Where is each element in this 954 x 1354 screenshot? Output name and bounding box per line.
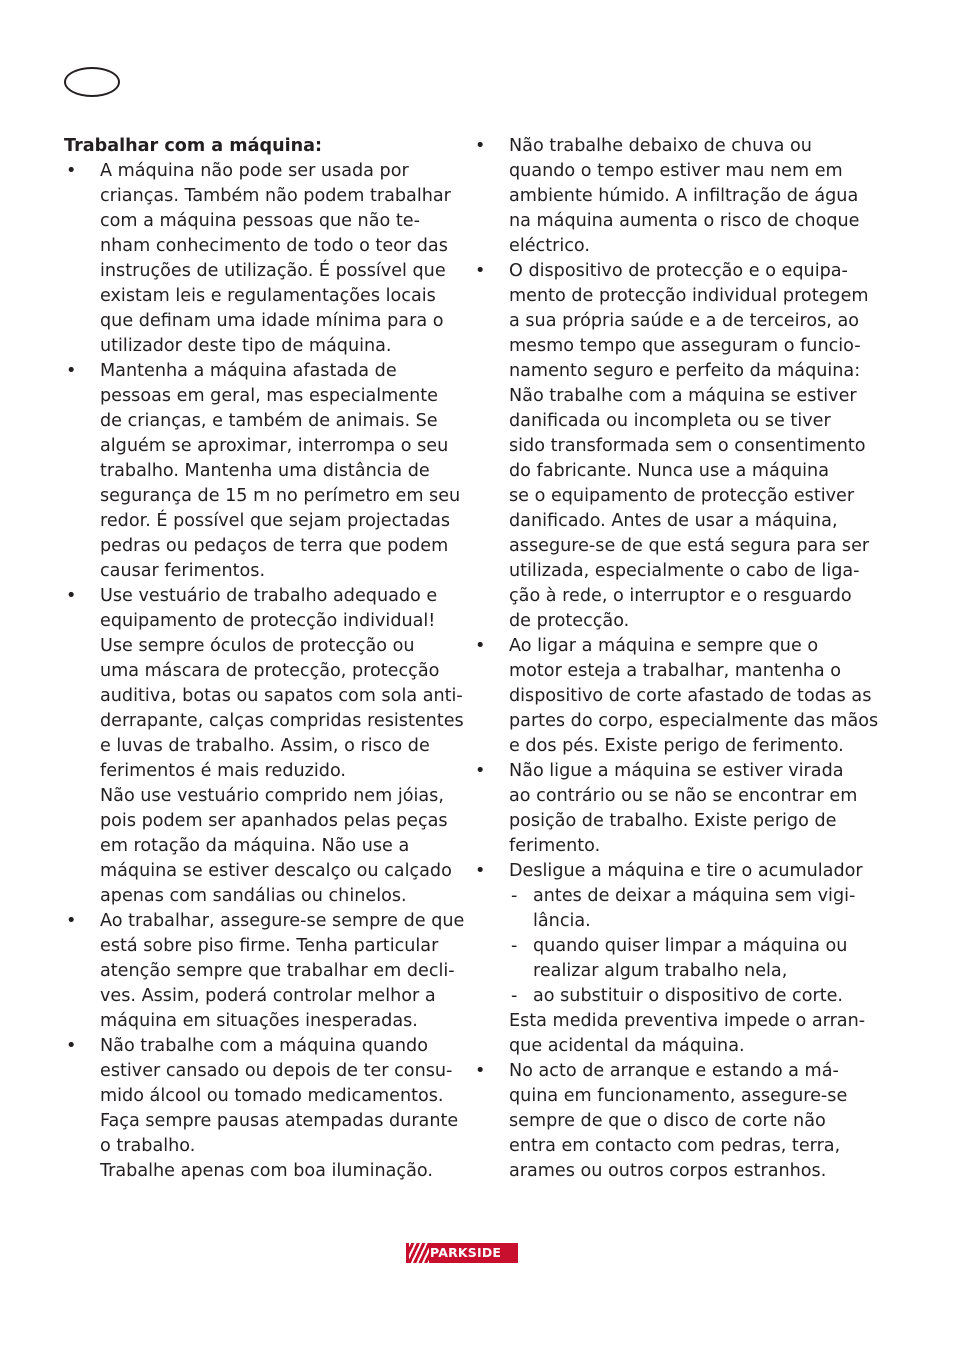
text-line: arames ou outros corpos estranhos. [509, 1161, 827, 1181]
text-line: ambiente húmido. A infiltração de água [509, 186, 859, 206]
dash-marker: - [511, 936, 518, 956]
text-line: Não trabalhe debaixo de chuva ou [509, 136, 812, 156]
text-line: antes de deixar a máquina sem vigi- [533, 886, 856, 906]
text-line: Trabalhe apenas com boa iluminação. [100, 1161, 433, 1181]
text-line: Não trabalhe com a máquina quando [100, 1036, 428, 1056]
bullet-item [473, 759, 873, 859]
text-line: segurança de 15 m no perímetro em seu [100, 486, 461, 506]
bullet-icon: • [66, 911, 77, 931]
text-line: posição de trabalho. Existe perigo de [509, 811, 837, 831]
text-line: máquina em situações inesperadas. [100, 1011, 418, 1031]
text-line: realizar algum trabalho nela, [533, 961, 788, 981]
bullet-icon: • [66, 361, 77, 381]
text-line: Mantenha a máquina afastada de [100, 361, 397, 381]
text-line: ferimentos é mais reduzido. [100, 761, 346, 781]
dash-item [509, 934, 873, 984]
text-line: quina em funcionamento, assegure-se [509, 1086, 848, 1106]
text-line: pedras ou pedaços de terra que podem [100, 536, 449, 556]
text-line: e dos pés. Existe perigo de ferimento. [509, 736, 844, 756]
dash-marker: - [511, 886, 518, 906]
right-column [473, 134, 879, 1184]
bullet-item [64, 909, 464, 1034]
bullet-item-switch-off [473, 859, 873, 1059]
text-line: de protecção. [509, 611, 630, 631]
text-line: alguém se aproximar, interrompa o seu [100, 436, 449, 456]
bullet-item [473, 134, 873, 259]
text-line: Faça sempre pausas atempadas durante [100, 1111, 459, 1131]
text-line: está sobre piso firme. Tenha particular [100, 936, 439, 956]
text-line: a sua própria saúde e a de terceiros, ao [509, 311, 860, 331]
text-line: Ao trabalhar, assegure-se sempre de que [100, 911, 465, 931]
bullet-icon: • [475, 861, 486, 881]
text-line: Não trabalhe com a máquina se estiver [509, 386, 857, 406]
text-line: estiver cansado ou depois de ter consu- [100, 1061, 453, 1081]
bullet-item-startup [473, 1059, 873, 1184]
text-line: motor esteja a trabalhar, mantenha o [509, 661, 842, 681]
dash-list [509, 884, 873, 1009]
text-line: trabalho. Mantenha uma distância de [100, 461, 430, 481]
dash-marker: - [511, 986, 518, 1006]
text-line: que acidental da máquina. [509, 1036, 745, 1056]
text-line: de crianças, e também de animais. Se [100, 411, 438, 431]
text-line: A máquina não pode ser usada por [100, 161, 409, 181]
bullet-icon: • [475, 261, 486, 281]
text-line: que definam uma idade mínima para o [100, 311, 444, 331]
text-line: Use vestuário de trabalho adequado e [100, 586, 438, 606]
text-line: pois podem ser apanhados pelas peças [100, 811, 448, 831]
text-line: danificado. Antes de usar a máquina, [509, 511, 838, 531]
bullet-item [64, 1034, 464, 1184]
text-line: lância. [533, 911, 591, 931]
bullet-item [64, 584, 464, 909]
text-line: equipamento de protecção individual! [100, 611, 436, 631]
text-line: namento seguro e perfeito da máquina: [509, 361, 861, 381]
bullet-item [64, 159, 464, 359]
text-line: ao substituir o dispositivo de corte. [533, 986, 844, 1006]
text-line: mento de protecção individual protegem [509, 286, 869, 306]
left-bullet-list [64, 159, 464, 1184]
text-line: ferimento. [509, 836, 601, 856]
text-line: em rotação da máquina. Não use a [100, 836, 410, 856]
text-line: apenas com sandálias ou chinelos. [100, 886, 407, 906]
text-line: quando o tempo estiver mau nem em [509, 161, 843, 181]
text-line: utilizador deste tipo de máquina. [100, 336, 392, 356]
text-line: O dispositivo de protecção e o equipa- [509, 261, 848, 281]
text-line: nham conhecimento de todo o teor das [100, 236, 448, 256]
bullet-icon: • [475, 636, 486, 656]
text-line: causar ferimentos. [100, 561, 266, 581]
text-line: Use sempre óculos de protecção ou [100, 636, 415, 656]
text-line: danificada ou incompleta ou se tiver [509, 411, 831, 431]
text-line: No acto de arranque e estando a má- [509, 1061, 839, 1081]
text-line: Não use vestuário comprido nem jóias, [100, 786, 444, 806]
right-bullet-list [473, 134, 879, 859]
text-line: máquina se estiver descalço ou calçado [100, 861, 452, 881]
text-line: entra em contacto com pedras, terra, [509, 1136, 841, 1156]
bullet-icon: • [66, 586, 77, 606]
text-line: utilizada, especialmente o cabo de liga- [509, 561, 860, 581]
text-line: ao contrário ou se não se encontrar em [509, 786, 858, 806]
text-line: existam leis e regulamentações locais [100, 286, 436, 306]
text-line: crianças. Também não podem trabalhar [100, 186, 451, 206]
logo-text: PARKSIDE [430, 1245, 502, 1260]
bullet-icon: • [475, 761, 486, 781]
text-line: dispositivo de corte afastado de todas as [509, 686, 872, 706]
bullet-item [64, 359, 464, 584]
text-line: auditiva, botas ou sapatos com sola anti- [100, 686, 463, 706]
section-heading: Trabalhar com a máquina: [64, 136, 323, 156]
parkside-logo [406, 1243, 518, 1263]
text-line: redor. É possível que sejam projectadas [100, 511, 451, 531]
bullet-item [473, 259, 873, 634]
text-line: se o equipamento de protecção estiver [509, 486, 855, 506]
bullet-icon: • [475, 136, 486, 156]
text-line: do fabricante. Nunca use a máquina [509, 461, 829, 481]
text-line: eléctrico. [509, 236, 590, 256]
text-line: sido transformada sem o consentimento [509, 436, 866, 456]
bullet-icon: • [475, 1061, 486, 1081]
text-line: partes do corpo, especialmente das mãos [509, 711, 879, 731]
text-line: atenção sempre que trabalhar em decli- [100, 961, 455, 981]
text-line: Esta medida preventiva impede o arran- [509, 1011, 866, 1031]
text-line: instruções de utilização. É possível que [100, 261, 446, 281]
text-line: o trabalho. [100, 1136, 196, 1156]
text-line: na máquina aumenta o risco de choque [509, 211, 860, 231]
item-outro [509, 1009, 873, 1059]
text-line: e luvas de trabalho. Assim, o risco de [100, 736, 430, 756]
language-badge [64, 67, 120, 97]
text-line: mido álcool ou tomado medicamentos. [100, 1086, 444, 1106]
text-line: Ao ligar a máquina e sempre que o [509, 636, 819, 656]
text-line: sempre de que o disco de corte não [509, 1111, 826, 1131]
item-intro: Desligue a máquina e tire o acumulador [509, 861, 863, 881]
bullet-icon: • [66, 1036, 77, 1056]
text-line: pessoas em geral, mas especialmente [100, 386, 438, 406]
text-line: com a máquina pessoas que não te- [100, 211, 420, 231]
dash-item [509, 984, 873, 1009]
logo-stripes [409, 1243, 429, 1263]
text-line: derrapante, calças compridas resistentes [100, 711, 464, 731]
bullet-item [473, 634, 879, 759]
text-line: quando quiser limpar a máquina ou [533, 936, 848, 956]
text-line: mesmo tempo que asseguram o funcio- [509, 336, 861, 356]
text-line: uma máscara de protecção, protecção [100, 661, 440, 681]
dash-item [509, 884, 873, 934]
text-line: assegure-se de que está segura para ser [509, 536, 870, 556]
text-line: ção à rede, o interruptor e o resguardo [509, 586, 852, 606]
left-column [64, 134, 464, 1184]
text-line: ves. Assim, poderá controlar melhor a [100, 986, 436, 1006]
bullet-icon: • [66, 161, 77, 181]
text-line: Não ligue a máquina se estiver virada [509, 761, 844, 781]
